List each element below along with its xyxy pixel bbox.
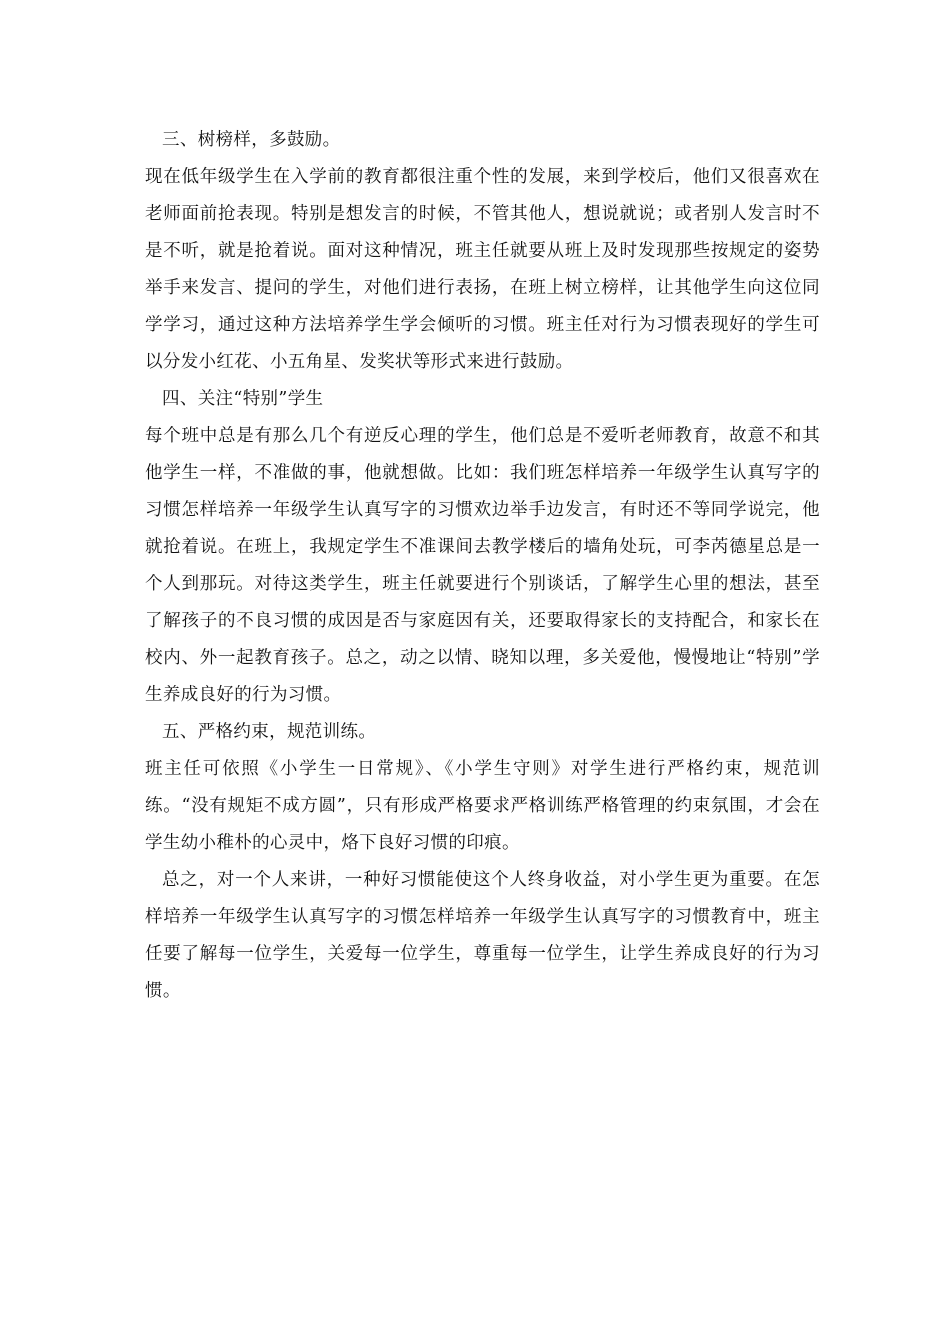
section-paragraph-5: 班主任可依照《小学生一日常规》、《小学生守则》对学生进行严格约束，规范训练。“没有规矩不成方圆”，只有形成严格要求严格训练严格管理的约束氛围，才会在学生幼小稚朴的心灵中，烙下良好习惯的印痕。 <box>145 759 820 853</box>
section-heading-5: 五、严格约束，规范训练。 <box>162 722 377 742</box>
document-body <box>145 122 820 1010</box>
conclusion-paragraph: 总之，对一个人来讲，一种好习惯能使这个人终身收益，对小学生更为重要。在怎样培养一年级学生认真写字的习惯怎样培养一年级学生认真写字的习惯教育中，班主任要了解每一位学生，关爱每一位学生，尊重每一位学生，让学生养成良好的行为习惯。 <box>145 870 820 1001</box>
section-heading-3: 三、树榜样，多鼓励。 <box>162 130 341 150</box>
section-paragraph-3: 现在低年级学生在入学前的教育都很注重个性的发展，来到学校后，他们又很喜欢在老师面前抢表现。特别是想发言的时候，不管其他人，想说就说；或者别人发言时不是不听，就是抢着说。面对这种情况，班主任就要从班上及时发现那些按规定的姿势举手来发言、提问的学生，对他们进行表扬，在班上树立榜样，让其他学生向这位同学学习，通过这种方法培养学生学会倾听的习惯。班主任对行为习惯表现好的学生可以分发小红花、小五角星、发奖状等形式来进行鼓励。 <box>145 167 820 372</box>
section-paragraph-4: 每个班中总是有那么几个有逆反心理的学生，他们总是不爱听老师教育，故意不和其他学生一样，不准做的事，他就想做。比如：我们班怎样培养一年级学生认真写字的习惯怎样培养一年级学生认真写字的习惯欢边举手边发言，有时还不等同学说完，他就抢着说。在班上，我规定学生不准课间去教学楼后的墙角处玩，可李芮德星总是一个人到那玩。对待这类学生，班主任就要进行个别谈话，了解学生心里的想法，甚至了解孩子的不良习惯的成因是否与家庭因有关，还要取得家长的支持配合，和家长在校内、外一起教育孩子。总之，动之以情、晓知以理，多关爱他，慢慢地让“特别”学生养成良好的行为习惯。 <box>145 426 820 705</box>
section-heading-4: 四、关注“特别”学生 <box>162 389 324 409</box>
